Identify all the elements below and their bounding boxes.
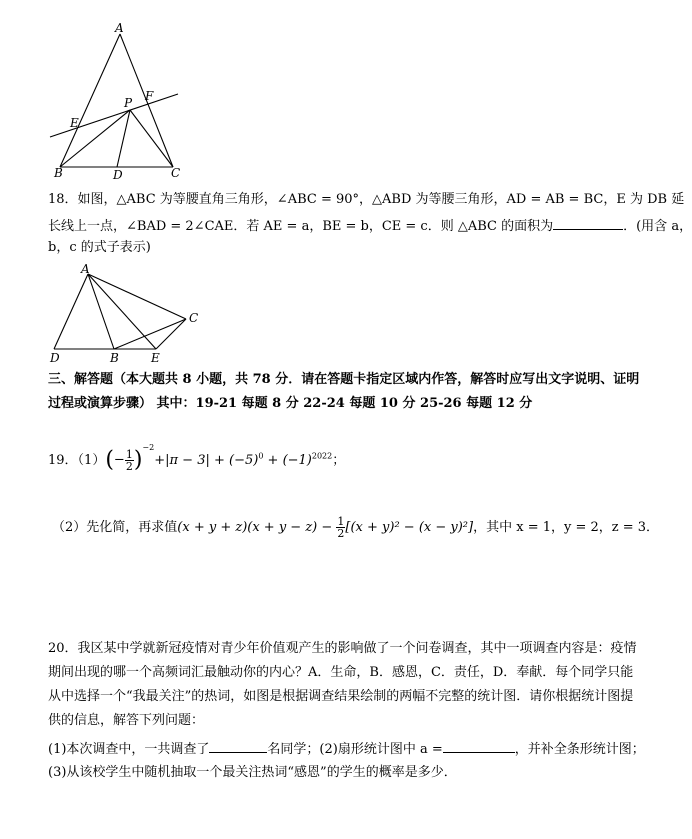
label-f: F <box>145 89 154 103</box>
q20-line5 <box>48 738 645 759</box>
q20-line6: (3)从该校学生中随机抽取一个最关注热词“感恩”的学生的概率是多少． <box>48 765 457 780</box>
exp-neg2: −2 <box>142 443 155 452</box>
q19-part1-expr-a: +|π − 3| + (−5) <box>154 453 259 468</box>
q19-part1-expr-b: + (−1) <box>263 453 312 468</box>
fig2-label-e: E <box>151 351 160 365</box>
fig2-label-d: D <box>50 351 60 365</box>
q19-part2-expr: (x + y + z)(x + y − z) − <box>177 520 337 535</box>
q18-line3: b，c 的式子表示) <box>48 240 151 255</box>
half-fraction: $\frac{1}{2}$ <box>337 515 345 540</box>
fig2-label-b: B <box>110 351 119 365</box>
q20-a-blank[interactable] <box>443 738 515 753</box>
label-p: P <box>124 96 133 110</box>
q19-part2 <box>52 514 659 542</box>
q20-count-blank[interactable] <box>209 738 267 753</box>
q19-part1-prefix: 19．（1） <box>48 453 106 468</box>
label-e: E <box>70 116 79 130</box>
q20-line5-c: ，并补全条形统计图； <box>514 742 645 757</box>
figure-triangle-abc-efp <box>40 20 200 180</box>
section3-line2: 过程或演算步骤） 其中：19-21 每题 8 分 22-24 每题 10 分 25-26 每题 12 分 <box>48 396 533 411</box>
q20-line1: 20．我区某中学就新冠疫情对青少年价值观产生的影响做了一个问卷调查，其中一项调查内容是：疫情 <box>48 641 637 656</box>
q18-line2-text-a: 长线上一点，∠BAD = 2∠CAE．若 AE = a，BE = b，CE = c．则 △ABC 的面积为 <box>48 219 554 234</box>
label-b: B <box>54 166 63 180</box>
q19-part1: 19．（1）(− $\frac{1}{2}$ )$^{-2}+|\pi - 3| + (-5)^0 + (-1)^{2022}$； <box>48 443 346 473</box>
q18-line2-text-b: ．(用含 a， <box>623 219 692 234</box>
q18-line2 <box>48 215 692 236</box>
exp-0: 0 <box>258 451 264 461</box>
label-c: C <box>171 166 181 180</box>
q20-line5-b: 名同学；(2)扇形统计图中 a = <box>267 742 443 757</box>
q19-part1-end: ； <box>332 453 346 468</box>
q18-line1: 18．如图，△ABC 为等腰直角三角形，∠ABC = 90°，△ABD 为等腰三角形，AD = AB = BC，E 为 DB 延 <box>48 192 685 207</box>
figure-triangles-adbec <box>44 262 214 368</box>
q18-answer-blank[interactable] <box>553 215 623 230</box>
q20-line4: 供的信息，解答下列问题： <box>48 713 205 728</box>
q19-part2-prefix: （2）先化简，再求值 <box>52 520 178 535</box>
neg-half-fraction: $\frac{1}{2}$ <box>125 448 133 473</box>
section3-line1: 三、解答题（本大题共 8 小题，共 78 分．请在答题卡指定区域内作答，解答时应写出文字说明、证明 <box>48 372 640 387</box>
fig2-label-c: C <box>189 311 199 325</box>
q20-line5-a: (1)本次调查中，一共调查了 <box>48 742 210 757</box>
q19-part2-cond: ，其中 x = 1，y = 2，z = 3． <box>473 520 660 535</box>
q20-line2: 期间出现的哪一个高频词汇最触动你的内心？A．生命，B．感恩，C．责任，D．奉献．每个同学只能 <box>48 665 634 680</box>
q19-part2-bracket: [(x + y)² − (x − y)²] <box>345 520 474 535</box>
exp-2022: 2022 <box>311 451 333 461</box>
label-d: D <box>113 168 123 182</box>
q20-line3: 从中选择一个“我最关注”的热词，如图是根据调查结果绘制的两幅不完整的统计图．请你根据统计图提 <box>48 689 634 704</box>
label-a: A <box>115 21 124 35</box>
fig2-label-a: A <box>81 262 90 276</box>
